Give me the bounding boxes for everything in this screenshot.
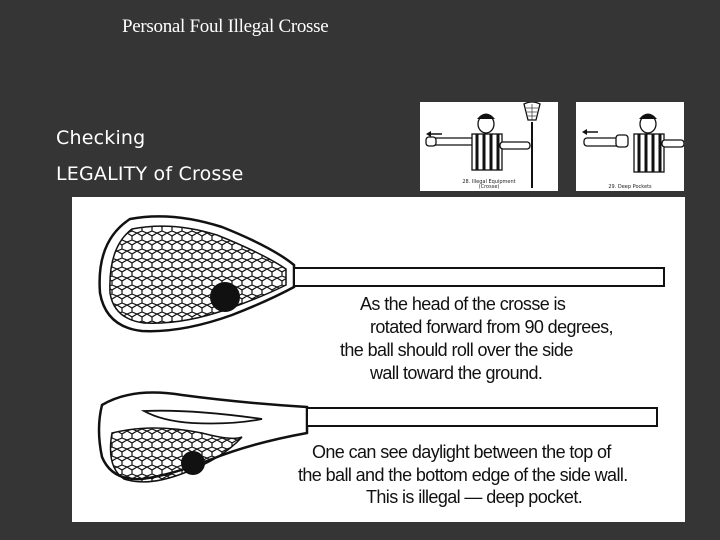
bottom-caption-line-1: One can see daylight between the top of: [312, 442, 611, 462]
bullet-checking: Checking: [56, 127, 146, 149]
deep-pockets-caption: 29. Deep Pockets: [608, 184, 652, 190]
top-caption-line-1: As the head of the crosse is: [360, 294, 566, 314]
bottom-caption-line-3: This is illegal — deep pocket.: [366, 487, 583, 507]
bottom-caption-line-2: the ball and the bottom edge of the side wall.: [298, 465, 628, 485]
top-caption-line-2: rotated forward from 90 degrees,: [370, 317, 613, 337]
referee-signal-deep-pockets-image: [576, 102, 684, 191]
top-caption-line-3: the ball should roll over the side: [340, 340, 573, 360]
illegal-equipment-caption: 28. Illegal Equipment (Crosse): [462, 179, 516, 190]
bullet-legality: LEGALITY of Crosse: [56, 163, 244, 185]
bullet-list: [56, 120, 243, 192]
referee-deep-pockets-illustration: [576, 102, 684, 191]
referee-signal-illegal-equipment-image: [420, 102, 558, 191]
slide-title: Personal Foul Illegal Crosse: [122, 16, 329, 37]
referee-illegal-equipment-illustration: [420, 102, 558, 191]
crosse-diagram: [72, 197, 685, 522]
top-caption-line-4: wall toward the ground.: [370, 363, 543, 383]
